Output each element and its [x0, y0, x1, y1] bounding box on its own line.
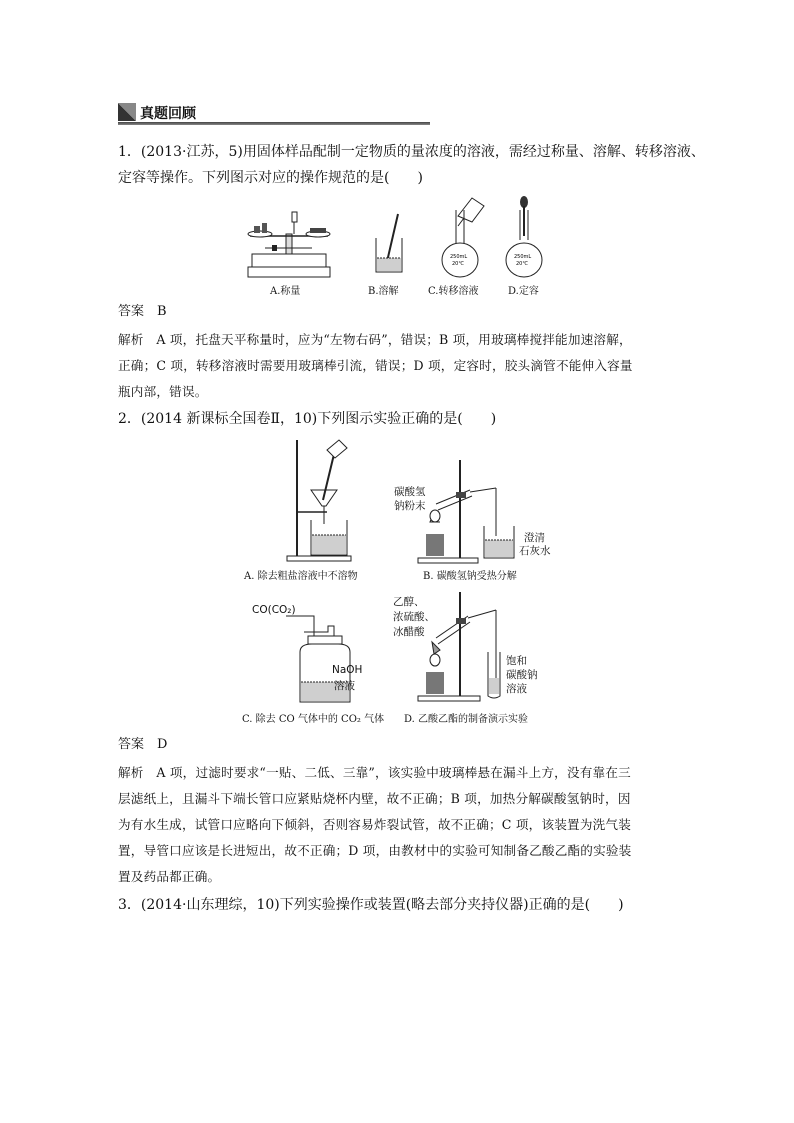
q2-caption-a: A. 除去粗盐溶液中不溶物 — [244, 571, 358, 582]
q1-answer: 答案 B — [118, 304, 167, 319]
q1-line-2: 定容等操作。下列图示对应的操作规范的是( ) — [118, 170, 423, 186]
flask-c-volume: 250mL — [450, 254, 468, 260]
q1-caption-c: C.转移溶液 — [428, 286, 479, 297]
label-limewater-1: 澄清 — [524, 532, 545, 544]
q2-explanation-4: 置，导管口应该是长进短出，故不正确；D 项，由教材中的实验可知制备乙酸乙酯的实验装 — [118, 843, 632, 858]
q2-explanation-1: 解析 A 项，过滤时要求“一贴、二低、三靠”，该实验中玻璃棒悬在漏斗上方，没有靠在三 — [118, 765, 631, 780]
label-limewater-2: 石灰水 — [519, 545, 551, 557]
q1-explanation-1: 解析 A 项，托盘天平称量时，应为“左物右码”，错误；B 项，用玻璃棒搅拌能加速溶解， — [118, 332, 632, 347]
filtration-figure — [283, 440, 353, 562]
q1-caption-a: A.称量 — [270, 286, 301, 297]
label-reagent-3: 冰醋酸 — [393, 626, 425, 638]
beaker-stirring-figure — [372, 214, 408, 276]
q2-caption-d: D. 乙酸乙酯的制备演示实验 — [404, 714, 529, 725]
label-saturated-1: 饱和 — [506, 655, 527, 667]
flask-d-volume: 250mL — [514, 254, 532, 260]
q1-explanation-3: 瓶内部，错误。 — [118, 384, 208, 399]
q3-line-1: 3．(2014·山东理综，10)下列实验操作或装置(略去部分夹持仪器)正确的是( ) — [118, 897, 624, 913]
label-nahco3-1: 碳酸氢 — [394, 486, 426, 498]
balance-figure — [240, 212, 340, 282]
section-title: 真题回顾 — [140, 106, 196, 122]
label-saturated-2: 碳酸钠 — [506, 669, 538, 681]
q1-explanation-2: 正确；C 项，转移溶液时需要用玻璃棒引流，错误；D 项，定容时，胶头滴管不能伸入容量 — [118, 358, 633, 373]
q2-explanation-3: 为有水生成，试管口应略向下倾斜，否则容易炸裂试管，故不正确；C 项，该装置为洗气装 — [118, 817, 631, 832]
flask-d-temp: 20℃ — [516, 261, 528, 267]
q1-caption-d: D.定容 — [508, 286, 539, 297]
q2-caption-c: C. 除去 CO 气体中的 CO₂ 气体 — [242, 714, 385, 725]
q2-explanation-2: 层滤纸上，且漏斗下端长管口应紧贴烧杯内壁，故不正确；B 项，加热分解碳酸氢钠时，因 — [118, 791, 631, 806]
ethyl-acetate-figure — [410, 592, 520, 704]
label-reagent-1: 乙醇、 — [393, 596, 425, 608]
volumetric-flask-pour-figure — [438, 196, 484, 278]
q2-caption-b: B. 碳酸氢钠受热分解 — [423, 571, 517, 582]
q2-answer: 答案 D — [118, 737, 168, 752]
volumetric-flask-dropper-figure — [508, 196, 554, 278]
flask-c-temp: 20℃ — [452, 261, 464, 267]
section-header — [118, 103, 430, 125]
label-gas-co-co2: CO(CO₂) — [252, 604, 296, 616]
label-nahco3-2: 钠粉末 — [394, 500, 426, 512]
q2-line-1: 2．(2014 新课标全国卷Ⅱ，10)下列图示实验正确的是( ) — [118, 411, 497, 427]
label-naoh-2: 溶液 — [334, 680, 355, 692]
section-rule — [118, 122, 430, 125]
label-reagent-2: 浓硫酸、 — [393, 611, 435, 623]
section-marker-icon — [118, 103, 136, 121]
q2-explanation-5: 置及药品都正确。 — [118, 869, 221, 884]
q1-caption-b: B.溶解 — [368, 286, 399, 297]
label-naoh-1: NaOH — [332, 664, 363, 676]
label-saturated-3: 溶液 — [506, 683, 527, 695]
q1-line-1: 1．(2013·江苏，5)用固体样品配制一定物质的量浓度的溶液，需经过称量、溶解、转移溶液、 — [118, 144, 705, 160]
